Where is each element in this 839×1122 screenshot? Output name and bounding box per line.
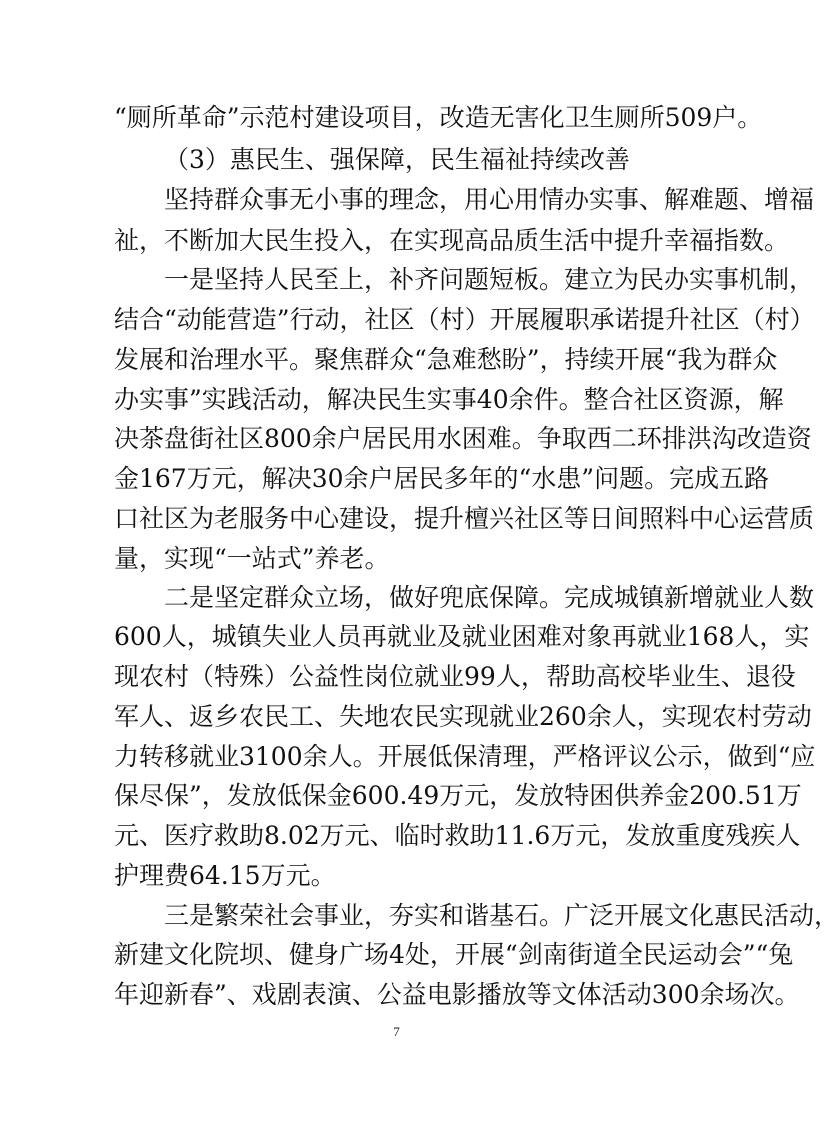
text-line-16: 军人、返乡农民工、失地农民实现就业260余人，实现农村劳动 [114,702,812,731]
text-line-5: 一是坚持人民至上，补齐问题短板。建立为民办实事机制， [164,265,815,294]
text-line-19: 元、医疗救助8.02万元、临时救助11.6万元，发放重度残疾人 [114,821,801,850]
text-line-21: 三是繁荣社会事业，夯实和谐基石。广泛开展文化惠民活动， [164,901,839,930]
text-line-8: 办实事”实践活动，解决民生实事40余件。整合社区资源，解 [114,385,784,414]
text-line-22: 新建文化院坝、健身广场4处，开展“剑南街道全民运动会”“兔 [114,940,794,969]
text-line-23: 年迎新春”、戏剧表演、公益电影播放等文体活动300余场次。 [114,980,800,1009]
page-number: 7 [393,1024,400,1039]
text-line-20: 护理费64.15万元。 [114,861,336,890]
text-line-13: 二是坚定群众立场，做好兜底保障。完成城镇新增就业人数 [164,583,815,612]
text-line-3: 坚持群众事无小事的理念，用心用情办实事、解难题、增福 [164,185,815,214]
text-line-18: 保尽保”，发放低保金600.49万元，发放特困供养金200.51万 [114,781,802,810]
text-line-15: 现农村（特殊）公益性岗位就业99人，帮助高校毕业生、退役 [114,662,796,691]
text-line-9: 决茶盘街社区800余户居民用水困难。争取西二环排洪沟改造资 [114,424,812,453]
text-line-17: 力转移就业3100余人。开展低保清理，严格评议公示，做到“应 [114,742,816,771]
text-line-7: 发展和治理水平。聚焦群众“急难愁盼”，持续开展“我为群众 [114,345,778,374]
text-line-6: 结合“动能营造”行动，社区（村）开展履职承诺提升社区（村） [114,305,815,334]
text-line-14: 600人，城镇失业人员再就业及就业困难对象再就业168人，实 [114,622,810,651]
text-line-10: 金167万元，解决30余户居民多年的“水患”问题。完成五路 [114,464,770,493]
text-line-4: 祉，不断加大民生投入，在实现高品质生活中提升幸福指数。 [114,226,790,255]
text-line-12: 量，实现“一站式”养老。 [114,544,390,573]
section-heading: （3）惠民生、强保障，民生福祉持续改善 [164,145,630,174]
text-line-11: 口社区为老服务中心建设，提升檀兴社区等日间照料中心运营质 [114,504,815,533]
text-line-1: “厕所革命”示范村建设项目，改造无害化卫生厕所509户。 [114,103,763,132]
